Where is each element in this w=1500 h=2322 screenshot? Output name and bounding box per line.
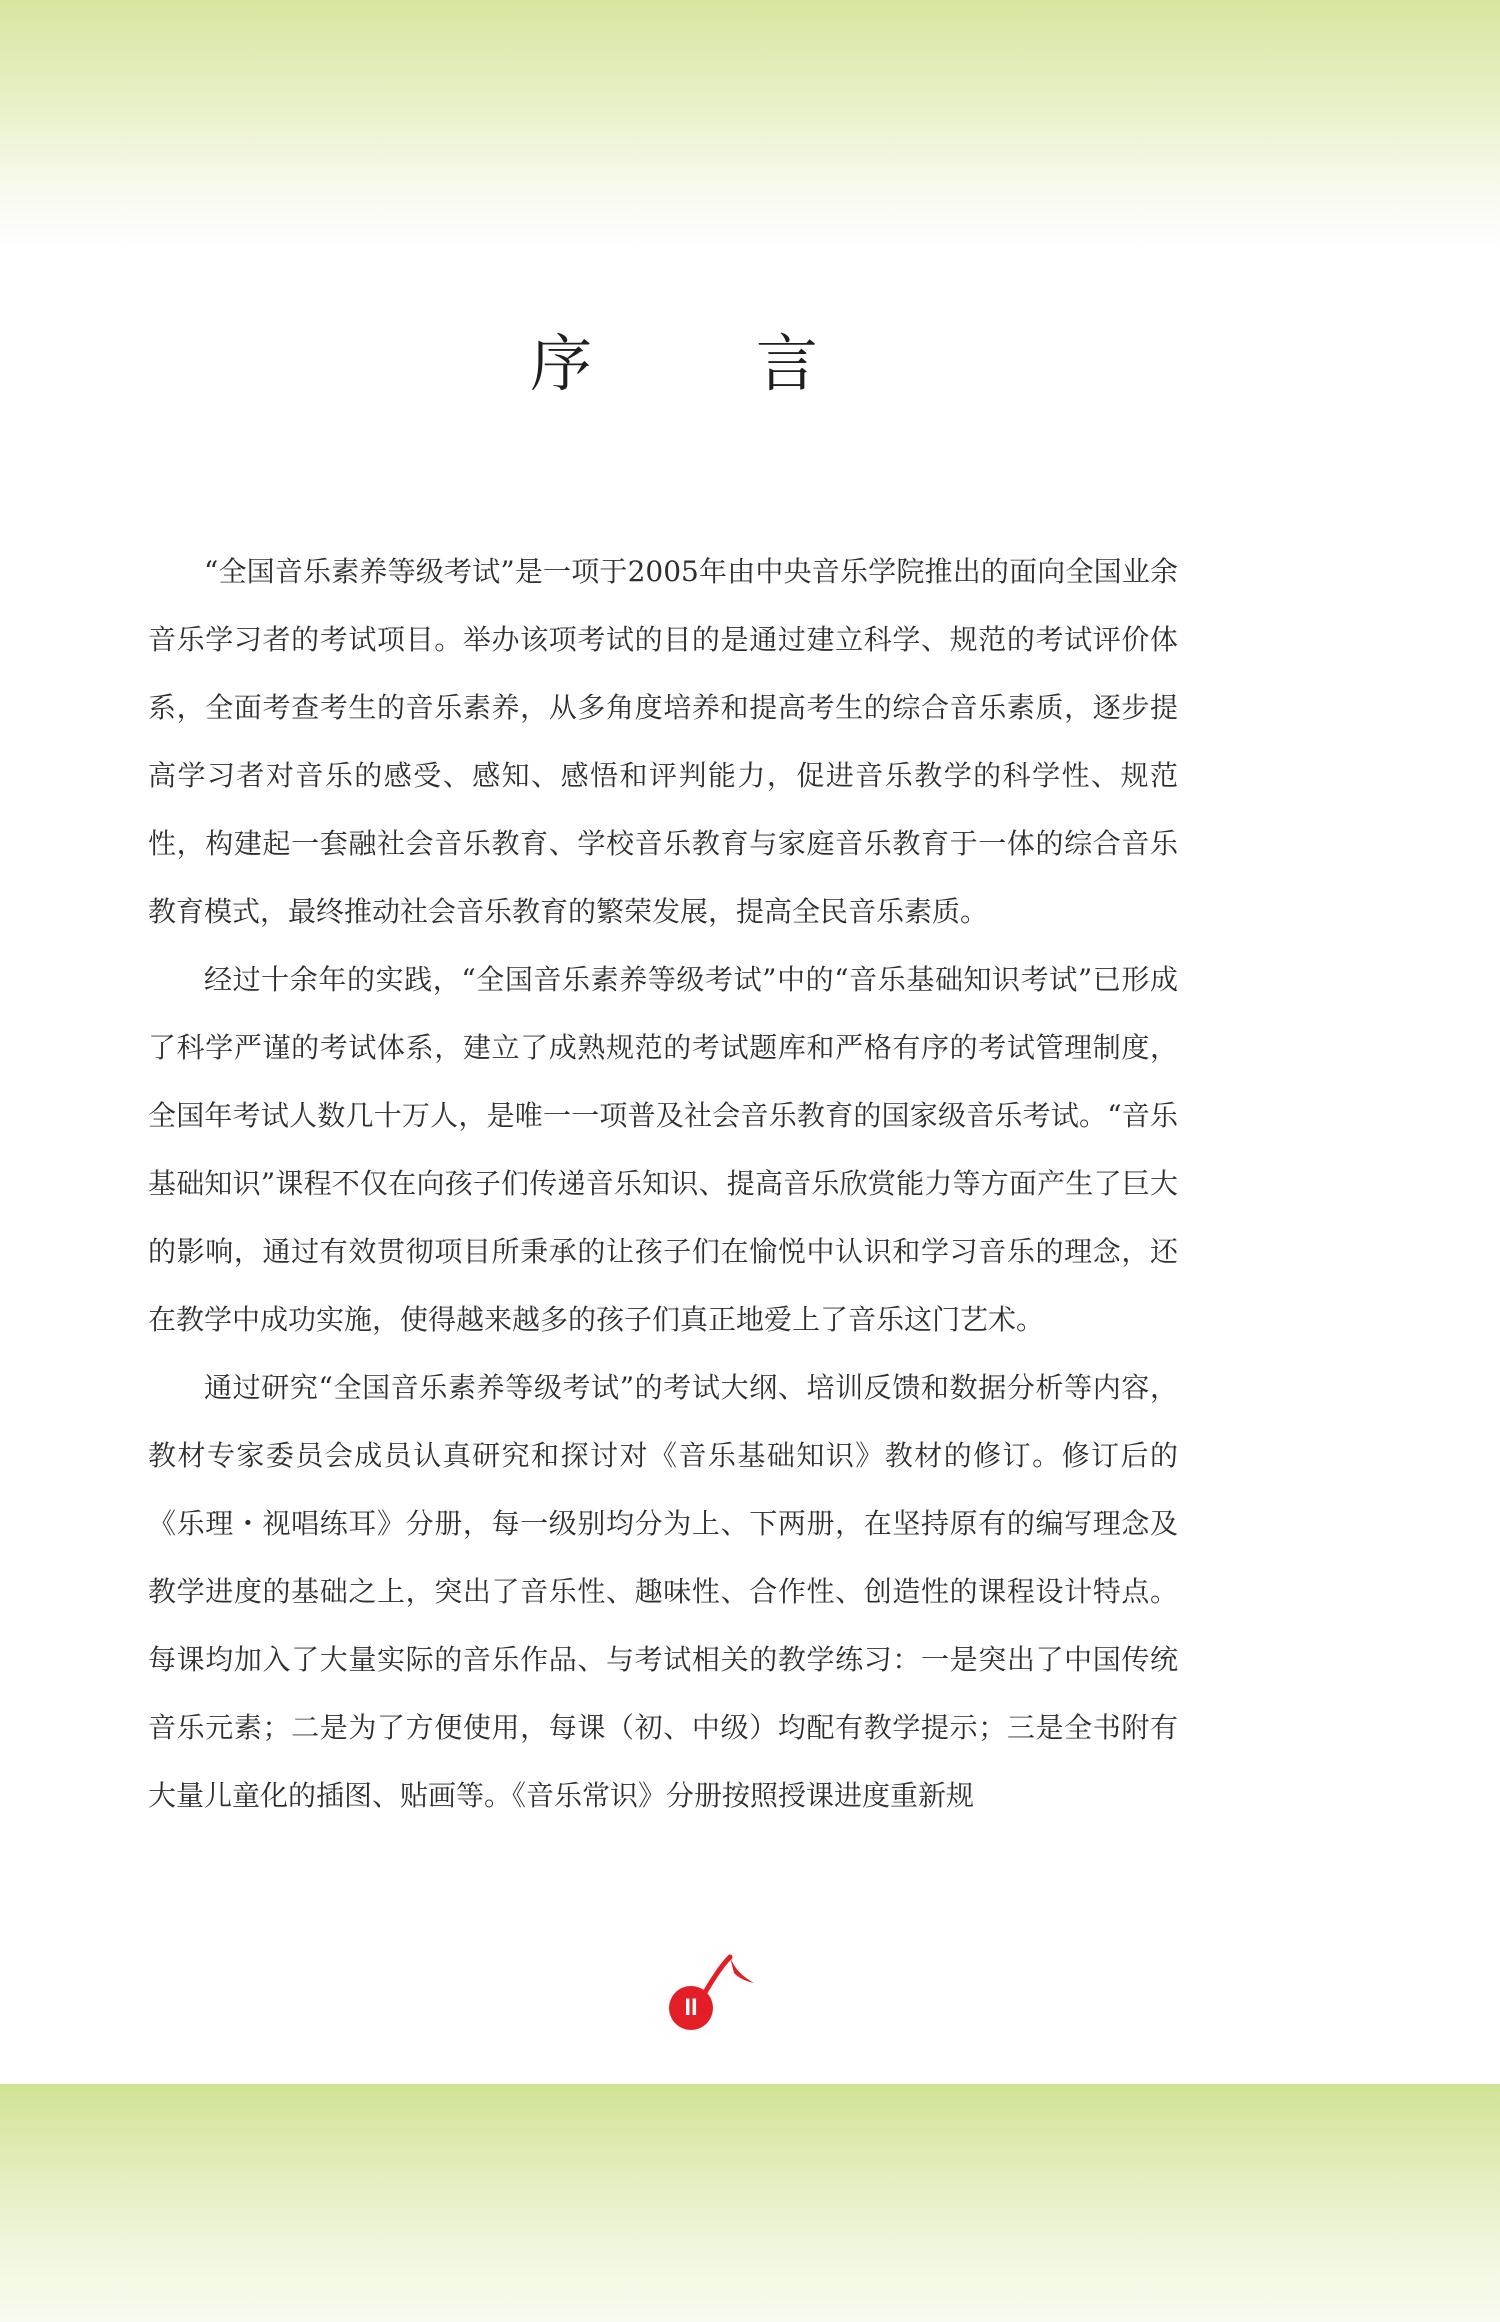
- paragraph-3: 通过研究“全国音乐素养等级考试”的考试大纲、培训反馈和数据分析等内容，教材专家委员会成员认真研究和探讨对《音乐基础知识》教材的修订。修订后的《乐理・视唱练耳》分册，每一级别均分为上、下两册，在坚持原有的编写理念及教学进度的基础之上，突出了音乐性、趣味性、合作性、创造性的课程设计特点。每课均加入了大量实际的音乐作品、与考试相关的教学练习：一是突出了中国传统音乐元素；二是为了方便使用，每课（初、中级）均配有教学提示；三是全书附有大量儿童化的插图、贴画等。《音乐常识》分册按照授课进度重新规: [148, 1371, 1178, 1812]
- page-number-badge: II: [669, 1986, 713, 2030]
- bottom-decorative-band: [0, 2084, 1500, 2322]
- body-text: [148, 538, 1178, 1830]
- page-title: 序 言: [530, 326, 890, 400]
- top-decorative-band: [0, 0, 1500, 250]
- paragraph-2: 经过十余年的实践，“全国音乐素养等级考试”中的“音乐基础知识考试”已形成了科学严谨的考试体系，建立了成熟规范的考试题库和严格有序的考试管理制度，全国年考试人数几十万人，是唯一一项普及社会音乐教育的国家级音乐考试。“音乐基础知识”课程不仅在向孩子们传递音乐知识、提高音乐欣赏能力等方面产生了巨大的影响，通过有效贯彻项目所秉承的让孩子们在愉悦中认识和学习音乐的理念，还在教学中成功实施，使得越来越多的孩子们真正地爱上了音乐这门艺术。: [148, 963, 1178, 1336]
- paragraph-1: “全国音乐素养等级考试”是一项于2005年由中央音乐学院推出的面向全国业余音乐学习者的考试项目。举办该项考试的目的是通过建立科学、规范的考试评价体系，全面考查考生的音乐素养，从多角度培养和提高考生的综合音乐素质，逐步提高学习者对音乐的感受、感知、感悟和评判能力，促进音乐教学的科学性、规范性，构建起一套融社会音乐教育、学校音乐教育与家庭音乐教育于一体的综合音乐教育模式，最终推动社会音乐教育的繁荣发展，提高全民音乐素质。: [148, 555, 1178, 928]
